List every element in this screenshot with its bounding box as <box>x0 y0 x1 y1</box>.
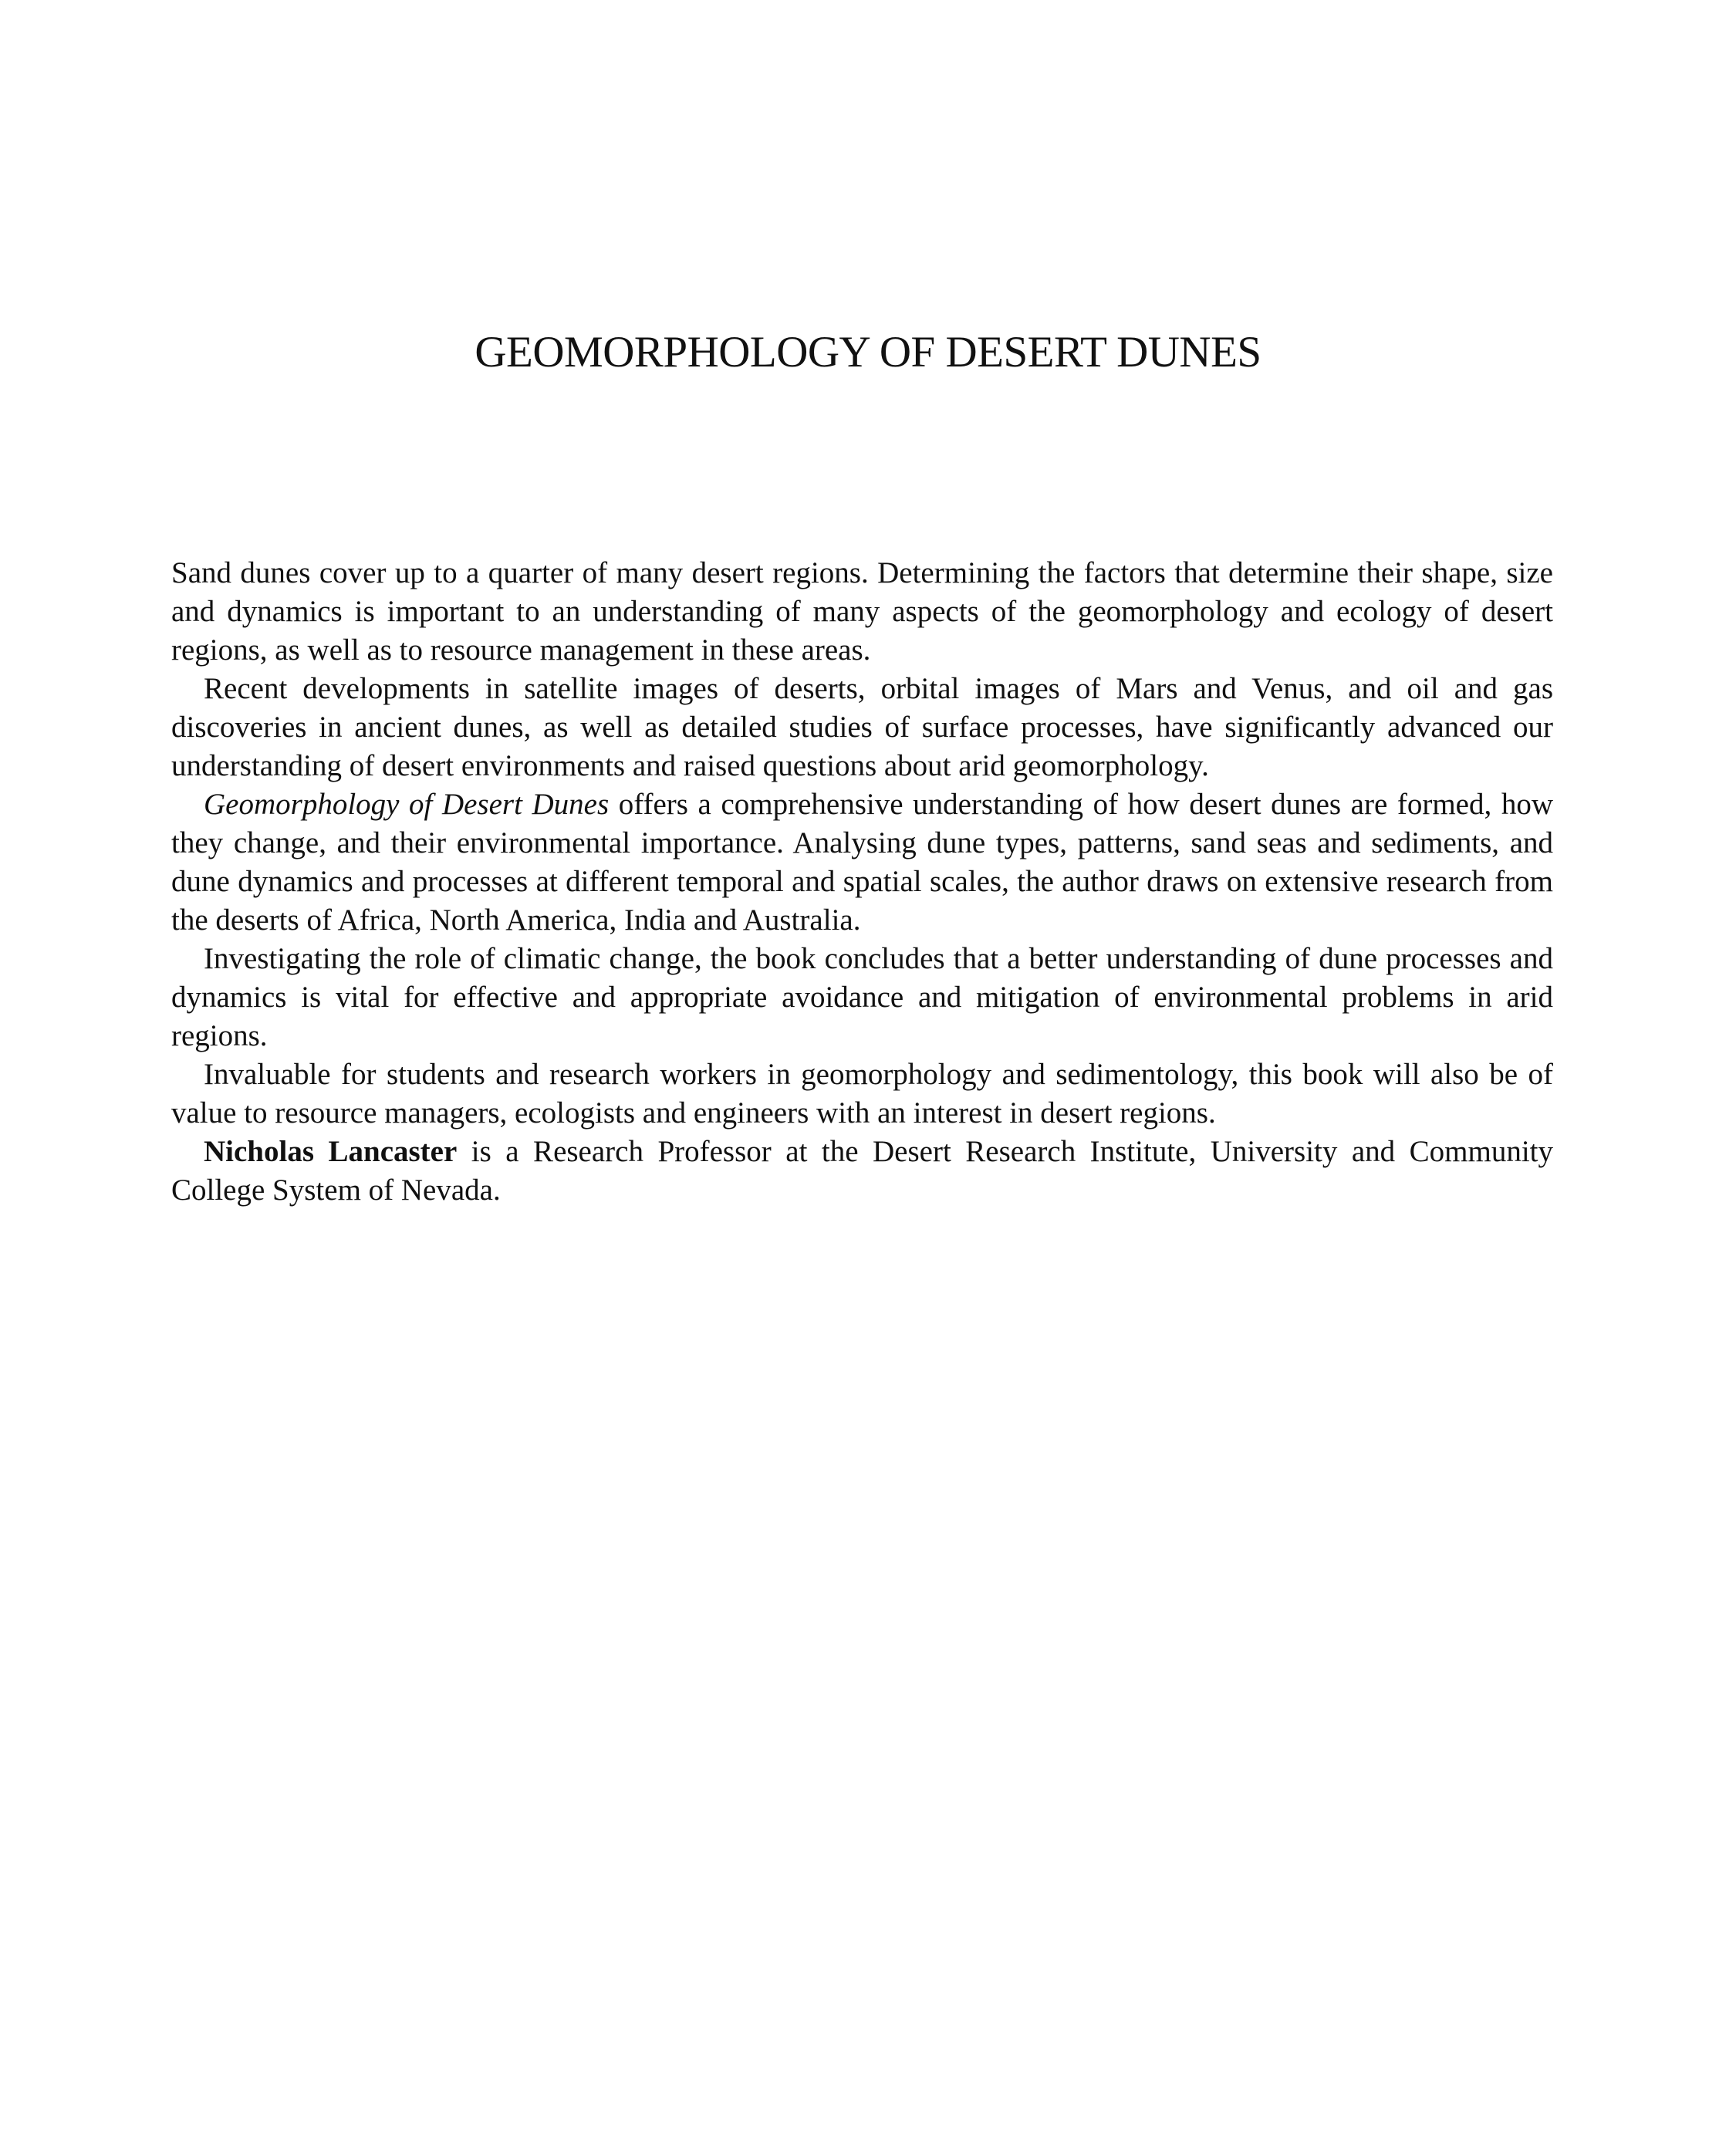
book-description <box>171 554 1553 1210</box>
author-name: Nicholas Lancaster <box>204 1135 458 1168</box>
page-title: GEOMORPHOLOGY OF DESERT DUNES <box>475 328 1261 377</box>
paragraph-intro-text: Sand dunes cover up to a quarter of many desert regions. Determining the factors that determine their shape, size and dynamics is important to an understanding of many aspects of the geomorphology and ecology of desert regions, as well as to resource management in these areas. <box>171 556 1553 667</box>
paragraph-climatic-change <box>171 940 1553 1055</box>
paragraph-book-overview <box>171 785 1553 940</box>
paragraph-developments <box>171 670 1553 785</box>
paragraph-author-bio <box>171 1133 1553 1210</box>
book-title-italic: Geomorphology of Desert Dunes <box>204 788 610 821</box>
paragraph-book-overview-text: offers a comprehensive understanding of how desert dunes are formed, how they change, and their environmental importance. Analysing dune types, patterns, sand seas and sediments, and dune dynamics and processes at different temporal and spatial scales, the author draws on extensive research from the deserts of Africa, North America, India and Australia. <box>171 788 1553 937</box>
paragraph-audience <box>171 1055 1553 1133</box>
paragraph-developments-text: Recent developments in satellite images of deserts, orbital images of Mars and Venus, and oil and gas discoveries in ancient dunes, as well as detailed studies of surface processes, have significantly advanced our understanding of desert environments and raised questions about arid geomorphology. <box>171 672 1553 782</box>
paragraph-intro <box>171 554 1553 670</box>
paragraph-climatic-change-text: Investigating the role of climatic change, the book concludes that a better understanding of dune processes and dynamics is vital for effective and appropriate avoidance and mitigation of environmental problems in arid regions. <box>171 942 1553 1052</box>
paragraph-audience-text: Invaluable for students and research workers in geomorphology and sedimentology, this book will also be of value to resource managers, ecologists and engineers with an interest in desert regions. <box>171 1058 1553 1130</box>
paragraph-author-bio-text: is a Research Professor at the Desert Research Institute, University and Community College System of Nevada. <box>171 1135 1553 1207</box>
